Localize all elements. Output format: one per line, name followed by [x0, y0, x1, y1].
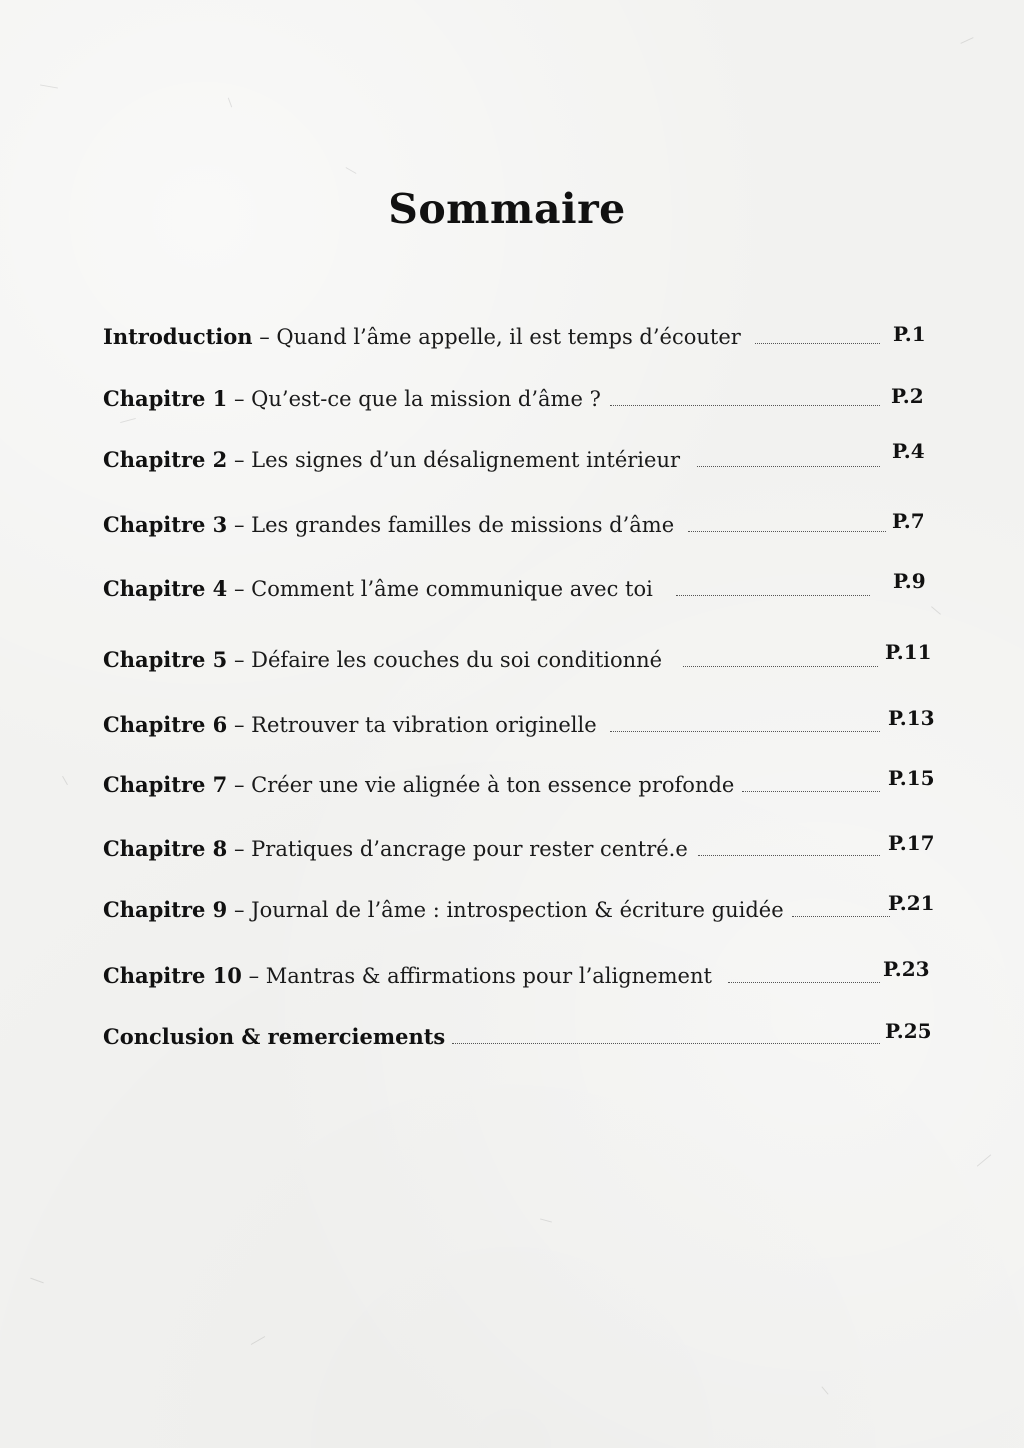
- toc-entry-separator: –: [227, 898, 252, 922]
- toc-dot-leader: [755, 343, 880, 344]
- toc-entry: [103, 641, 1024, 675]
- toc-entry-separator: –: [252, 325, 277, 349]
- toc-dot-leader: [792, 916, 890, 917]
- toc-entry-label: Conclusion & remerciements: [103, 1024, 446, 1049]
- toc-page-number: P.7: [892, 509, 925, 533]
- toc-entry-subtitle: Quand l’âme appelle, il est temps d’écouter: [276, 325, 741, 349]
- toc-entry-separator: –: [241, 964, 266, 988]
- toc-entry: [103, 957, 1024, 991]
- toc-entry-label: Chapitre 6: [103, 712, 228, 737]
- toc-page-number: P.25: [885, 1019, 932, 1043]
- toc-entry-label: Chapitre 2: [103, 447, 228, 472]
- toc-entry: [103, 830, 1024, 864]
- toc-page-number: P.13: [888, 706, 935, 730]
- toc-entry-label: Chapitre 3: [103, 512, 228, 537]
- toc-entry: [103, 441, 1024, 475]
- toc-entry-subtitle: Comment l’âme communique avec toi: [251, 577, 653, 601]
- toc-dot-leader: [683, 666, 878, 667]
- toc-entry: [103, 1018, 1024, 1052]
- toc-entry-label: Chapitre 10: [103, 963, 242, 988]
- toc-entry-subtitle: Défaire les couches du soi conditionné: [251, 648, 663, 672]
- toc-entry: [103, 766, 1024, 800]
- toc-entry: [103, 506, 1024, 540]
- toc-page-number: P.15: [888, 766, 935, 790]
- toc-entry-label: Chapitre 8: [103, 836, 228, 861]
- toc-entry-text: [103, 961, 712, 991]
- toc-entry: [103, 380, 1024, 414]
- toc-entry-separator: –: [227, 577, 252, 601]
- toc-entry-text: [103, 384, 601, 414]
- toc-page-number: P.4: [892, 439, 925, 463]
- toc-entry-separator: –: [227, 713, 252, 737]
- toc-entry-text: [103, 895, 784, 925]
- toc-entry-subtitle: Créer une vie alignée à ton essence profonde: [251, 773, 735, 797]
- toc-dot-leader: [452, 1043, 880, 1044]
- toc-entry-label: Chapitre 4: [103, 576, 228, 601]
- toc-entry-text: [103, 322, 741, 352]
- toc-entry-subtitle: Les grandes familles de missions d’âme: [251, 513, 675, 537]
- toc-entry-text: [103, 710, 597, 740]
- page-title: Sommaire: [388, 185, 626, 234]
- toc-entry-separator: –: [227, 837, 252, 861]
- toc-page-number: P.1: [893, 322, 926, 346]
- toc-dot-leader: [697, 466, 880, 467]
- toc-dot-leader: [742, 791, 880, 792]
- toc-entry-text: [103, 834, 688, 864]
- toc-dot-leader: [728, 982, 880, 983]
- toc-entry-text: [103, 510, 674, 540]
- toc-entry-subtitle: Journal de l’âme : introspection & écriture guidée: [251, 898, 784, 922]
- toc-entry-label: Introduction: [103, 324, 253, 349]
- toc-dot-leader: [688, 531, 886, 532]
- toc-entry: [103, 891, 1024, 925]
- toc-entry-text: [103, 645, 662, 675]
- toc-page-number: P.21: [888, 891, 935, 915]
- toc-dot-leader: [676, 595, 870, 596]
- toc-entry: [103, 570, 1024, 604]
- toc-entry: [103, 706, 1024, 740]
- toc-entry-subtitle: Mantras & affirmations pour l’alignement: [265, 964, 712, 988]
- toc-entry-separator: –: [227, 773, 252, 797]
- toc-page-number: P.11: [885, 640, 932, 664]
- toc-entry-text: [103, 574, 653, 604]
- toc-entry-text: [103, 770, 734, 800]
- toc-entry: [103, 318, 1024, 352]
- toc-entry-text: [103, 1022, 445, 1052]
- toc-dot-leader: [610, 731, 880, 732]
- toc-page-number: P.23: [883, 957, 930, 981]
- toc-dot-leader: [610, 405, 880, 406]
- toc-entry-subtitle: Retrouver ta vibration originelle: [251, 713, 597, 737]
- toc-entry-separator: –: [227, 513, 252, 537]
- toc-entry-separator: –: [227, 387, 252, 411]
- toc-entry-subtitle: Qu’est-ce que la mission d’âme ?: [251, 387, 601, 411]
- toc-entry-separator: –: [227, 448, 252, 472]
- toc-entry-separator: –: [227, 648, 252, 672]
- toc-page-number: P.17: [888, 831, 935, 855]
- toc-entry-subtitle: Les signes d’un désalignement intérieur: [251, 448, 681, 472]
- toc-page-number: P.9: [893, 569, 926, 593]
- toc-entry-label: Chapitre 7: [103, 772, 228, 797]
- toc-entry-text: [103, 445, 680, 475]
- toc-entry-label: Chapitre 9: [103, 897, 228, 922]
- toc-entry-label: Chapitre 5: [103, 647, 228, 672]
- toc-page-number: P.2: [891, 384, 924, 408]
- toc-entry-label: Chapitre 1: [103, 386, 228, 411]
- toc-dot-leader: [698, 855, 880, 856]
- toc-entry-subtitle: Pratiques d’ancrage pour rester centré.e: [251, 837, 688, 861]
